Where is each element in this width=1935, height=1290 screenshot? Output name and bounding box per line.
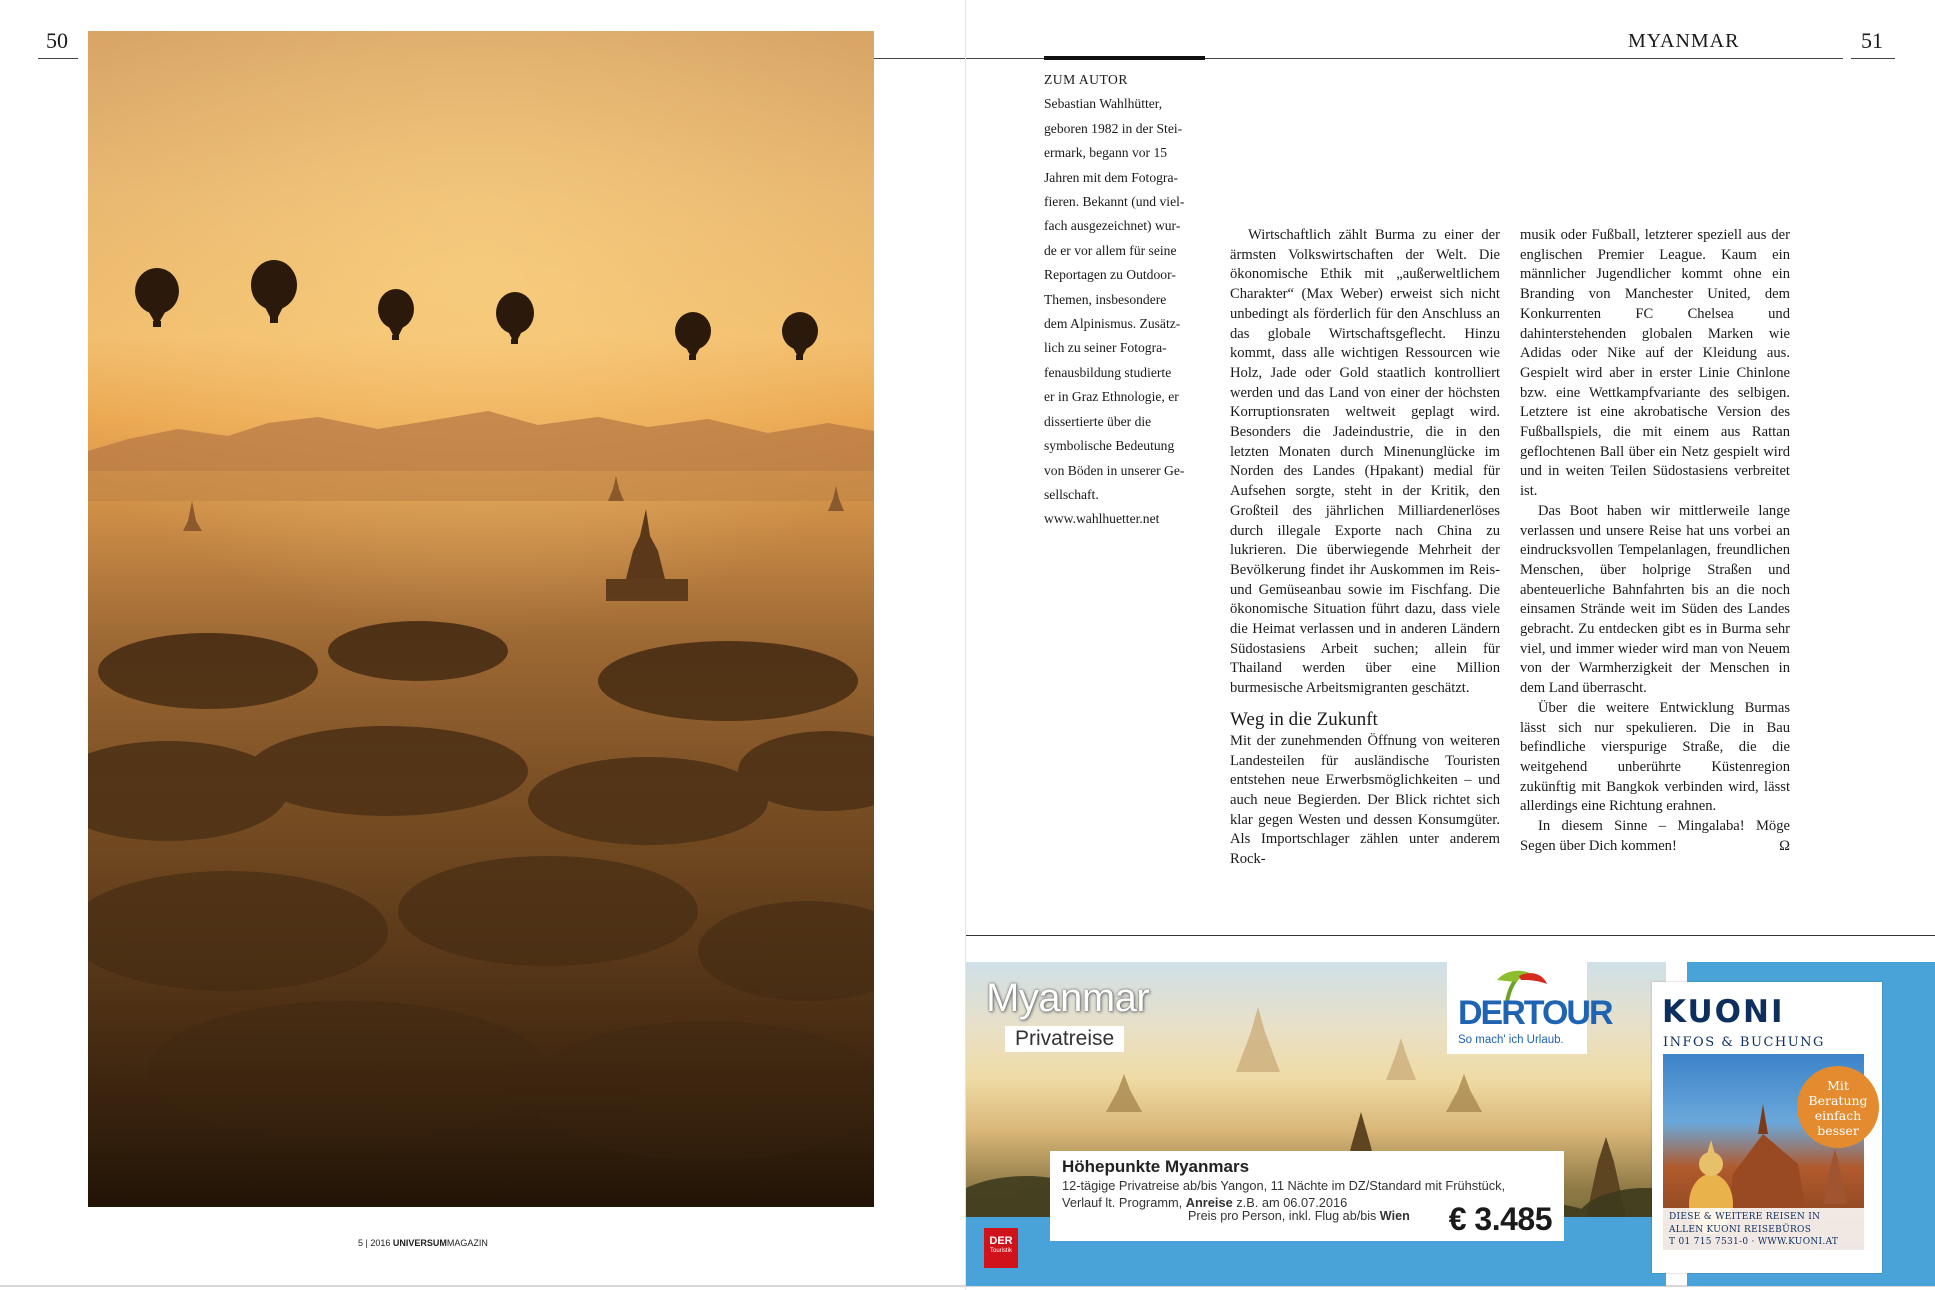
author-bio-line: dissertierte über die bbox=[1044, 413, 1152, 429]
author-bio-line: geboren 1982 in der Stei- bbox=[1044, 120, 1183, 136]
kuoni-subtitle: INFOS & BUCHUNG bbox=[1663, 1035, 1825, 1050]
offer-route: Verlauf lt. Programm, bbox=[1062, 1195, 1186, 1210]
balloon-landscape-illustration bbox=[88, 31, 874, 1207]
closing-text: In diesem Sinne – Mingalaba! Möge Segen über Dich kommen! bbox=[1520, 818, 1790, 854]
ad-title: Myanmar bbox=[986, 976, 1150, 1020]
price-note bbox=[1188, 1209, 1410, 1223]
header-rule-left bbox=[38, 58, 78, 59]
article-paragraph: Über die weitere Entwicklung Burmas lässt sich nur spekulieren. Die in Bau befindliche vierspurige Straße, die die weitgehend unberührte Küstenregion zukünftig mit Bangkok verbinden wird, lässt allerdings eine Richtung erahnen. bbox=[1520, 699, 1790, 815]
footer-brand: MAGAZIN bbox=[446, 1238, 488, 1248]
article-column-1 bbox=[1230, 226, 1500, 870]
hero-photo bbox=[88, 31, 874, 1207]
kuoni-contact-line: T 01 715 7531-0 · WWW.KUONI.AT bbox=[1669, 1237, 1839, 1247]
article-paragraph: Mit der zunehmenden Öffnung von weiteren Landesteilen für ausländische Touristen entstehen neue Erwerbsmöglichkeiten – und auch neue Begierden. Der Blick richtet sich klar gegen Westen und dessen Konsumgüter. Als Importschlager zählen unter anderem Rock- bbox=[1230, 732, 1500, 868]
author-bio-line: Themen, insbesondere bbox=[1044, 291, 1167, 307]
article-paragraph: musik oder Fußball, letzterer speziell aus der englischen Premier League. Kaum ein männlicher Jugendlicher kommt ohne ein Branding von Manchester United, dem Konkurrenten FC Chelsea und dahinterstehenden globalen Marken wie Adidas oder Nike auf der Kleidung aus. Gespielt wird aber in erster Linie Chinlone bzw. eine Wettkampfvariante des selbigen. Letztere ist eine akrobatische Version des Fußballspiels, die mit einem aus Rattan geflochtenen Ball über ein Netz gespielt wird und in weiten Teilen Südostasiens verbreitet ist. bbox=[1520, 227, 1790, 500]
kuoni-badge-line: Mit bbox=[1827, 1078, 1849, 1093]
ad-subtitle: Privatreise bbox=[1005, 1026, 1124, 1052]
article-paragraph: Das Boot haben wir mittlerweile lange verlassen und unsere Reise hat uns vorbei an eindrucksvollen Tempelanlagen, freundlichen Menschen, über holprige Straßen und abenteuerliche Bahnfahrten bis an die noch einsamen Strände weit im Süden des Landes gebracht. Zu entdecken gibt es in Burma sehr viel, und immer wieder wird man von Neuem von der Warmherzigkeit der Menschen in dem Land überrascht. bbox=[1520, 502, 1790, 697]
author-bio-line: symbolische Bedeutung bbox=[1044, 438, 1175, 454]
author-bio-line: fieren. Bekannt (und viel- bbox=[1044, 194, 1185, 210]
author-bio-line: fach ausgezeichnet) wur- bbox=[1044, 218, 1181, 234]
offer-arrival-date: z.B. am 06.07.2016 bbox=[1232, 1195, 1348, 1210]
offer-arrival-label: Anreise bbox=[1185, 1195, 1233, 1210]
author-bio-line: lich zu seiner Fotogra- bbox=[1044, 340, 1167, 356]
page-number-left: 50 bbox=[46, 28, 68, 53]
der-badge-subtext: Touristik bbox=[989, 1248, 1012, 1254]
article-column-2 bbox=[1520, 226, 1790, 857]
kuoni-badge-line: einfach bbox=[1814, 1108, 1862, 1123]
author-bio-line: von Böden in unserer Ge- bbox=[1044, 462, 1185, 478]
footer-issue bbox=[358, 1238, 488, 1248]
kuoni-contact bbox=[1663, 1208, 1864, 1250]
article-paragraph: Wirtschaftlich zählt Burma zu einer der ärmsten Volkswirtschaften der Welt. Die ökonomische Ethik mit „außerweltlichem Charakter“ (Max Weber) erweist sich nicht unbedingt als förderlich für den Anschluss an das globale Wirtschaftsgeflecht. Hinzu kommt, dass alle wichtigen Ressourcen wie Holz, Jade oder Gold staatlich kontrolliert werden und das Land von einer der höchsten Korruptionsraten weltweit geplagt wird. Besonders die Jadeindustrie, die in den letzten Monaten durch Minenunglücke im Norden des Landes (Hpakant) medial für Aufsehen sorgte, steht in der Kritik, den Großteil des jährlichen Milliardenerlöses durch illegale Exporte nach China zu lukrieren. Die überwiegende Mehrheit der Bevölkerung findet ihr Auskommen im Reis- und Gemüseanbau sowie im Fischfang. Die ökonomische Situation führt dazu, dass viele die Heimat verlassen und in anderen Ländern Südostasiens Arbeit suchen; allein für Thailand werden über eine Million burmesische Arbeitsmigranten geschätzt. bbox=[1230, 227, 1500, 697]
author-bio-line: sellschaft. bbox=[1044, 486, 1099, 502]
kuoni-badge-line: Beratung bbox=[1808, 1093, 1868, 1108]
dertour-slogan: So mach' ich Urlaub. bbox=[1458, 1034, 1564, 1046]
header-rule bbox=[873, 58, 1843, 59]
kuoni-ad-box bbox=[1652, 982, 1882, 1273]
der-badge-text: DER bbox=[989, 1235, 1013, 1247]
offer-heading: Höhepunkte Myanmars bbox=[1062, 1157, 1250, 1176]
author-bio-line: de er vor allem für seine bbox=[1044, 242, 1177, 258]
der-touristik-logo bbox=[984, 1228, 1018, 1268]
price-label: Preis pro Person, inkl. Flug ab/bis bbox=[1188, 1209, 1380, 1223]
author-rule bbox=[1044, 56, 1205, 60]
end-mark: Ω bbox=[1779, 837, 1790, 854]
author-bio-line: Jahren mit dem Fotogra- bbox=[1044, 169, 1179, 185]
author-label: ZUM AUTOR bbox=[1044, 72, 1128, 87]
ad-divider bbox=[966, 935, 1935, 936]
author-bio-line: er in Graz Ethnologie, er bbox=[1044, 389, 1179, 405]
offer-price: € 3.485 bbox=[1448, 1201, 1552, 1237]
kuoni-badge-line: besser bbox=[1817, 1123, 1859, 1138]
dertour-advertisement bbox=[966, 962, 1935, 1286]
page-number-right: 51 bbox=[1861, 28, 1883, 53]
dertour-logo: DERTOUR bbox=[1458, 994, 1612, 1032]
kuoni-contact-line: DIESE & WEITERE REISEN IN bbox=[1669, 1212, 1821, 1222]
offer-line: 12-tägige Privatreise ab/bis Yangon, 11 Nächte im DZ/Standard mit Frühstück, bbox=[1062, 1178, 1506, 1193]
kuoni-badge bbox=[1797, 1066, 1879, 1148]
author-box bbox=[1044, 68, 1209, 532]
author-bio bbox=[1044, 92, 1209, 531]
header-rule-right bbox=[1851, 58, 1895, 59]
footer-issue-number: 5 | 2016 bbox=[358, 1238, 391, 1248]
section-title: MYANMAR bbox=[1628, 30, 1740, 52]
author-bio-line: dem Alpinismus. Zusätz- bbox=[1044, 316, 1181, 332]
article-subheading: Weg in die Zukunft bbox=[1230, 708, 1378, 730]
author-bio-line: fenausbildung studierte bbox=[1044, 364, 1172, 380]
author-website: www.wahlhuetter.net bbox=[1044, 511, 1160, 527]
ad-offer-box bbox=[1050, 1151, 1564, 1241]
author-bio-line: ermark, begann vor 15 bbox=[1044, 145, 1168, 161]
author-bio-line: Sebastian Wahlhütter, bbox=[1044, 96, 1163, 112]
author-bio-line: Reportagen zu Outdoor- bbox=[1044, 267, 1176, 283]
article-paragraph-final bbox=[1520, 817, 1790, 856]
price-city: Wien bbox=[1379, 1209, 1410, 1223]
footer-brand-bold: UNIVERSUM bbox=[392, 1238, 447, 1248]
kuoni-contact-line: ALLEN KUONI REISEBÜROS bbox=[1669, 1224, 1812, 1235]
kuoni-logo: KUONI bbox=[1662, 994, 1785, 1030]
dertour-logo-box bbox=[1447, 962, 1612, 1054]
